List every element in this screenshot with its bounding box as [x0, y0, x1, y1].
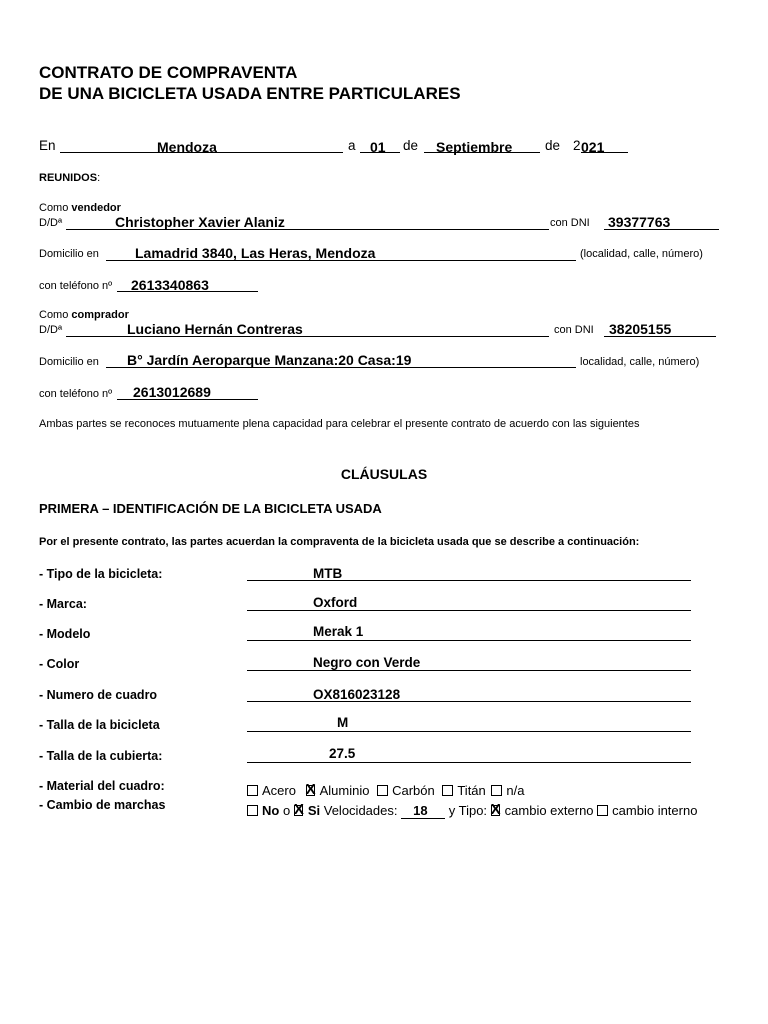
primera-heading: PRIMERA – IDENTIFICACIÓN DE LA BICICLETA USADA: [39, 501, 382, 516]
field-value-modelo[interactable]: Merak 1: [313, 624, 364, 639]
seller-role-line: Como vendedor: [39, 202, 121, 214]
primera-intro: Por el presente contrato, las partes acuerdan la compraventa de la bicicleta usada que se describe a continuación:: [39, 536, 640, 548]
field-label-modelo: - Modelo: [39, 627, 91, 641]
velocidades-label: Velocidades:: [323, 803, 398, 818]
field-value-marca[interactable]: Oxford: [313, 595, 358, 610]
material-option-aluminio[interactable]: X Aluminio: [305, 781, 370, 798]
contract-title-line1: CONTRATO DE COMPRAVENTA: [39, 63, 298, 82]
field-underline-modelo: [247, 640, 691, 641]
field-value-color[interactable]: Negro con Verde: [313, 655, 421, 670]
seller-address-value[interactable]: Lamadrid 3840, Las Heras, Mendoza: [135, 245, 376, 261]
seller-phone-value[interactable]: 2613340863: [131, 277, 209, 293]
seller-dd-label: D/Dª: [39, 217, 63, 229]
contract-title-line2: DE UNA BICICLETA USADA ENTRE PARTICULARES: [39, 84, 461, 103]
field-underline-marca: [247, 610, 691, 611]
field-value-cuadro[interactable]: OX816023128: [313, 687, 401, 702]
field-label-cubierta: - Talla de la cubierta:: [39, 749, 163, 763]
seller-name-value[interactable]: Christopher Xavier Alaniz: [115, 214, 285, 230]
en-label: En: [39, 138, 56, 153]
de2-label: de: [545, 138, 561, 153]
checked-box-icon: X: [293, 801, 304, 818]
field-underline-color: [247, 670, 691, 671]
field-label-color: - Color: [39, 657, 80, 671]
buyer-phone-label: con teléfono nº: [39, 388, 113, 400]
month-value[interactable]: Septiembre: [436, 139, 513, 155]
checked-box-icon: X: [490, 801, 501, 818]
ambas-paragraph: Ambas partes se reconoces mutuamente plena capacidad para celebrar el presente contrato de acuerdo con las siguientes: [39, 418, 640, 430]
seller-dni-value[interactable]: 39377763: [608, 214, 671, 230]
gears-option-si[interactable]: X Si: [293, 801, 321, 818]
seller-domicilio-label: Domicilio en: [39, 248, 99, 260]
material-options: [247, 783, 524, 798]
checked-box-icon: X: [305, 781, 316, 798]
field-underline-talla: [247, 731, 691, 732]
buyer-name-value[interactable]: Luciano Hernán Contreras: [127, 321, 303, 337]
material-option-acero[interactable]: Acero: [247, 783, 296, 798]
year-prefix: 2: [573, 138, 581, 153]
buyer-dni-label: con DNI: [554, 324, 594, 336]
gears-option-externo[interactable]: X cambio externo: [490, 801, 594, 818]
buyer-dni-value[interactable]: 38205155: [609, 321, 672, 337]
unchecked-box-icon: [377, 785, 388, 796]
de-label: de: [403, 138, 419, 153]
field-value-talla[interactable]: M: [337, 715, 349, 730]
unchecked-box-icon: [442, 785, 453, 796]
buyer-domicilio-label: Domicilio en: [39, 356, 99, 368]
unchecked-box-icon: [247, 805, 258, 816]
reunidos-heading: REUNIDOS:: [39, 172, 101, 184]
material-option-na[interactable]: n/a: [491, 783, 524, 798]
seller-dni-label: con DNI: [550, 217, 590, 229]
gears-label: - Cambio de marchas: [39, 798, 166, 812]
buyer-phone-value[interactable]: 2613012689: [133, 384, 211, 400]
field-label-marca: - Marca:: [39, 597, 87, 611]
buyer-address-hint: localidad, calle, número): [580, 356, 700, 368]
material-label: - Material del cuadro:: [39, 779, 165, 793]
field-value-cubierta[interactable]: 27.5: [329, 746, 356, 761]
year-value[interactable]: 021: [581, 139, 605, 155]
field-label-talla: - Talla de la bicicleta: [39, 718, 160, 732]
buyer-address-value[interactable]: B° Jardín Aeroparque Manzana:20 Casa:19: [127, 352, 412, 368]
seller-phone-label: con teléfono nº: [39, 280, 113, 292]
unchecked-box-icon: [491, 785, 502, 796]
day-value[interactable]: 01: [370, 139, 386, 155]
clausulas-heading: CLÁUSULAS: [340, 466, 428, 482]
buyer-role-line: Como comprador: [39, 309, 129, 321]
field-label-tipo: - Tipo de la bicicleta:: [39, 567, 163, 581]
field-underline-cubierta: [247, 762, 691, 763]
gears-option-no[interactable]: No: [247, 803, 279, 818]
gears-options: [247, 803, 697, 819]
gears-or-label: o: [282, 803, 291, 818]
buyer-dd-label: D/Dª: [39, 324, 63, 336]
material-option-titan[interactable]: Titán: [442, 783, 485, 798]
tipo-label: y Tipo:: [448, 803, 488, 818]
velocidades-value[interactable]: 18: [401, 803, 445, 819]
unchecked-box-icon: [597, 805, 608, 816]
field-value-tipo[interactable]: MTB: [313, 566, 343, 581]
a-label: a: [348, 138, 356, 153]
field-label-cuadro: - Numero de cuadro: [39, 688, 158, 702]
material-option-carbon[interactable]: Carbón: [377, 783, 435, 798]
city-value[interactable]: Mendoza: [157, 139, 217, 155]
seller-address-hint: (localidad, calle, número): [580, 248, 703, 260]
unchecked-box-icon: [247, 785, 258, 796]
gears-option-interno[interactable]: cambio interno: [597, 803, 697, 818]
